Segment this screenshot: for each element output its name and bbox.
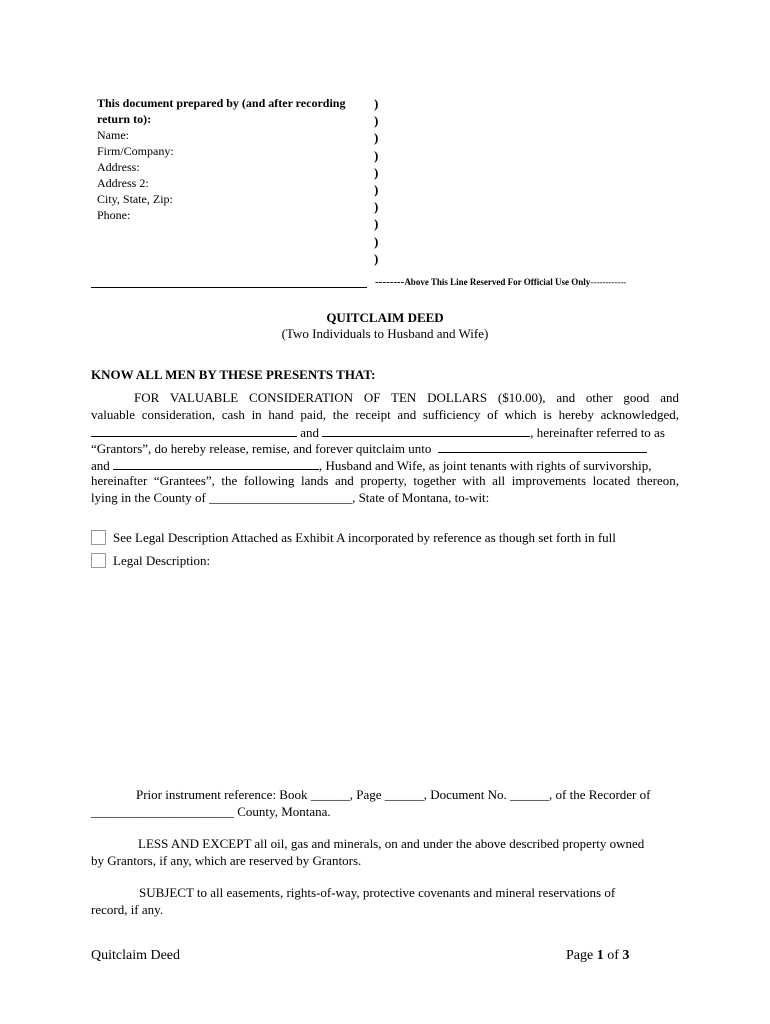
grantors-and: and bbox=[300, 425, 320, 440]
bracket-column: ) ) ) ) ) ) ) ) ) ) bbox=[374, 96, 379, 266]
county-line: lying in the County of ______________________, State of Montana, to-wit: bbox=[91, 490, 490, 505]
reserved-notice bbox=[375, 276, 626, 288]
preparer-block bbox=[97, 95, 369, 223]
grantor-1-blank[interactable] bbox=[91, 424, 297, 437]
grantor-2-blank[interactable] bbox=[322, 424, 530, 437]
grantees-tail: , Husband and Wife, as joint tenants with rights of survivorship, bbox=[319, 458, 652, 473]
reserved-dashes-right: ------------ bbox=[590, 277, 627, 287]
page-of: of bbox=[607, 948, 619, 963]
preparer-heading: This document prepared by (and after recording return to): bbox=[97, 96, 346, 126]
reserved-label: Above This Line Reserved For Official Use Only bbox=[404, 277, 591, 287]
reserved-dashes-left: -------- bbox=[375, 276, 405, 288]
page-current: 1 bbox=[596, 948, 604, 963]
consideration-line-1: FOR VALUABLE CONSIDERATION OF TEN DOLLARS ($10.00), and other good and bbox=[134, 390, 679, 405]
preparer-field-name: Name: bbox=[97, 128, 129, 142]
less-except-line-1: LESS AND EXCEPT all oil, gas and minerals, on and under the above described property owned bbox=[138, 836, 645, 851]
page-prefix: Page bbox=[566, 948, 594, 963]
grantees-definition-line: hereinafter “Grantees”, the following lands and property, together with all improvements located thereon, bbox=[91, 473, 679, 488]
quitclaim-text: “Grantors”, do hereby release, remise, and forever quitclaim unto bbox=[91, 441, 432, 456]
page-total: 3 bbox=[622, 948, 630, 963]
preparer-field-firm: Firm/Company: bbox=[97, 144, 174, 158]
prior-instrument-line-1: Prior instrument reference: Book ______, Page ______, Document No. ______, of the Recorder of bbox=[136, 787, 651, 802]
grantee-1-blank[interactable] bbox=[438, 440, 647, 453]
exhibit-a-label: See Legal Description Attached as Exhibit A incorporated by reference as though set forth in full bbox=[113, 530, 616, 545]
subject-to-line-1: SUBJECT to all easements, rights-of-way, protective covenants and mineral reservations of bbox=[139, 885, 616, 900]
grantee-2-blank[interactable] bbox=[113, 457, 319, 470]
less-except-line-2: by Grantors, if any, which are reserved by Grantors. bbox=[91, 853, 362, 868]
grantees-and: and bbox=[91, 458, 110, 473]
footer-document-name: Quitclaim Deed bbox=[91, 948, 181, 963]
legal-description-label: Legal Description: bbox=[113, 553, 211, 568]
preparer-field-phone: Phone: bbox=[97, 208, 131, 222]
deed-subtitle: (Two Individuals to Husband and Wife) bbox=[281, 326, 489, 341]
intro-heading: KNOW ALL MEN BY THESE PRESENTS THAT: bbox=[91, 367, 376, 382]
quitclaim-line bbox=[91, 440, 679, 458]
legal-description-checkbox[interactable] bbox=[91, 553, 106, 568]
consideration-line-2: valuable consideration, cash in hand paid, the receipt and sufficiency of which is hereby acknowledged, bbox=[91, 407, 679, 422]
deed-title: QUITCLAIM DEED bbox=[326, 310, 444, 325]
subject-to-line-2: record, if any. bbox=[91, 902, 164, 917]
footer-page-number bbox=[566, 948, 629, 964]
preparer-field-address2: Address 2: bbox=[97, 176, 149, 190]
preparer-field-city: City, State, Zip: bbox=[97, 192, 173, 206]
grantors-tail: , hereinafter referred to as bbox=[530, 425, 665, 440]
recording-line bbox=[91, 287, 367, 288]
exhibit-a-checkbox[interactable] bbox=[91, 530, 106, 545]
preparer-field-address: Address: bbox=[97, 160, 140, 174]
prior-instrument-line-2: ______________________ County, Montana. bbox=[91, 804, 331, 819]
